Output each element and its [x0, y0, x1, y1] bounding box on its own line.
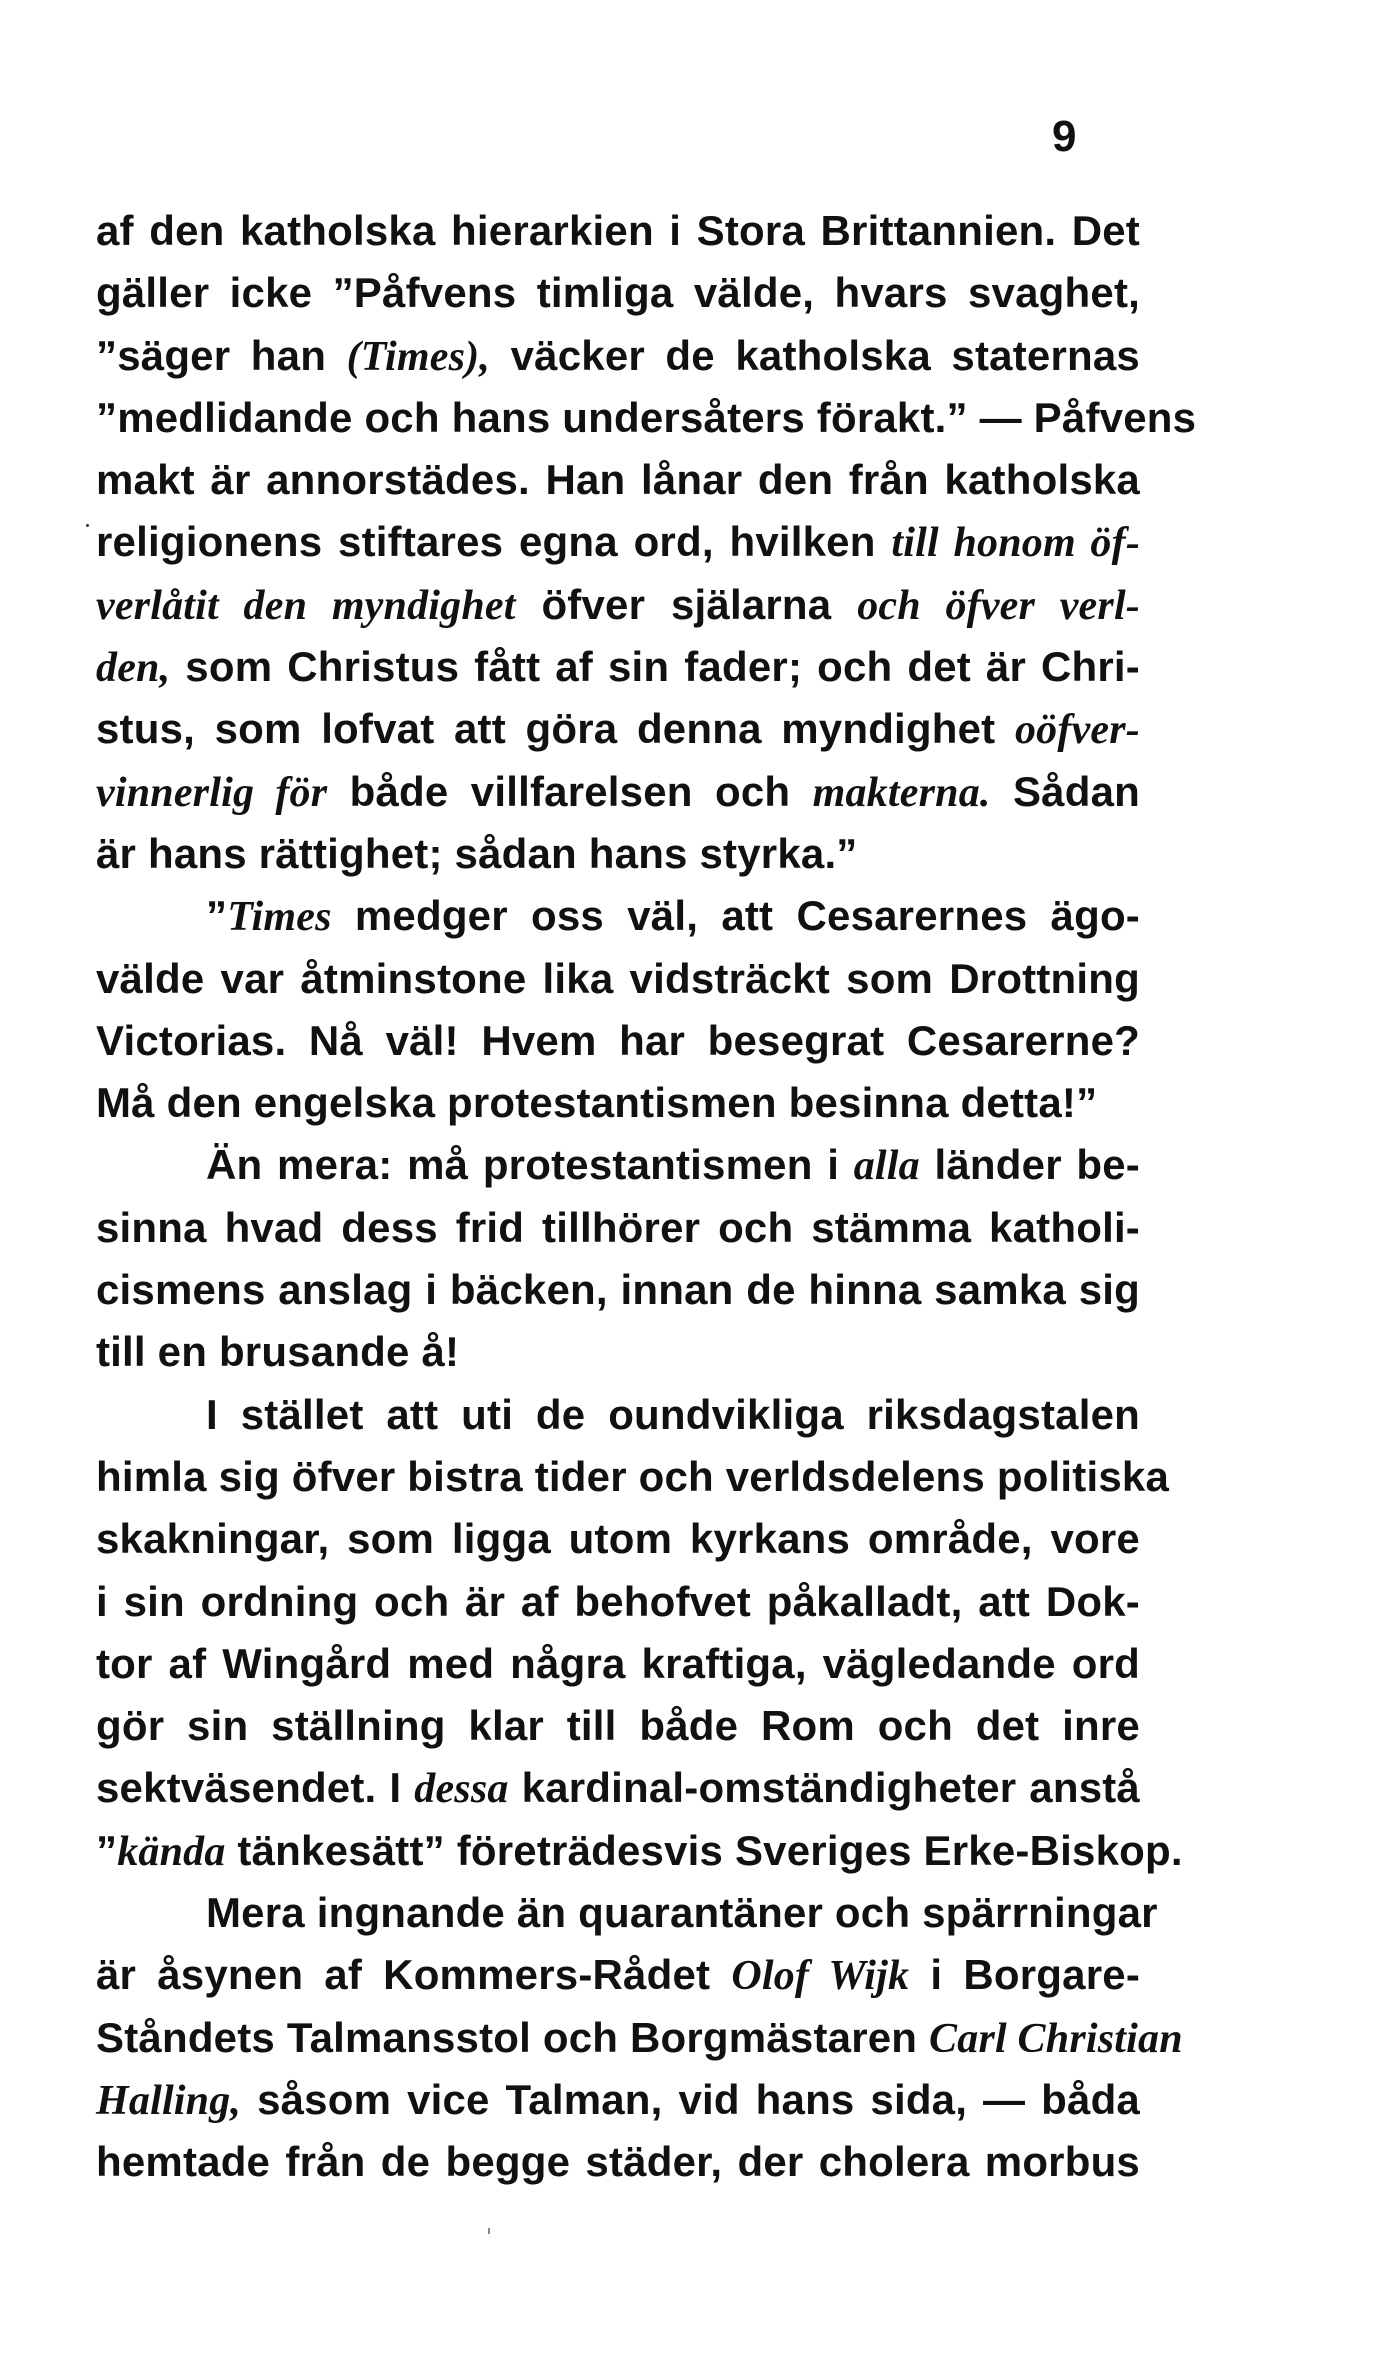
text-line — [96, 387, 1197, 449]
italic-text: vinnerlig för — [96, 769, 328, 816]
italic-text: Carl Christian — [929, 2015, 1183, 2062]
text-segment: sinna hvad dess frid tillhörer och stämma katholi- — [96, 1203, 1140, 1251]
text-line — [96, 511, 1140, 573]
text-segment: af den katholska hierarkien i Stora Brittannien. Det — [96, 207, 1140, 254]
text-line — [96, 1882, 1158, 1944]
italic-text: dessa — [414, 1766, 509, 1813]
text-segment: Sådan — [990, 767, 1140, 815]
text-line — [96, 1571, 1140, 1633]
text-line — [96, 2069, 1140, 2131]
text-segment: Må den engelska protestantismen besinna detta!” — [96, 1079, 1098, 1127]
italic-text: Olof Wijk — [731, 1953, 910, 2000]
text-line — [96, 885, 1140, 947]
text-segment: öfver själarna — [515, 580, 858, 628]
text-segment: Victorias. Nå väl! Hvem har besegrat Cesarerne? — [96, 1016, 1140, 1064]
text-segment: länder be- — [919, 1141, 1140, 1189]
text-line — [96, 325, 1140, 387]
text-line — [96, 1695, 1140, 1757]
text-segment: både villfarelsen och — [327, 767, 813, 815]
text-segment: i Borgare- — [909, 1951, 1141, 1999]
text-segment: Än mera: må protestantismen i — [206, 1141, 854, 1189]
italic-text: makterna. — [812, 769, 991, 816]
margin-speck — [86, 524, 89, 527]
text-line — [96, 761, 1140, 823]
text-segment: skakningar, som ligga utom kyrkans område, vore — [96, 1515, 1140, 1563]
italic-text: den, — [96, 645, 171, 692]
italic-text: verlåtit den myndighet — [96, 582, 516, 629]
italic-text: och öfver verl- — [857, 582, 1140, 629]
text-line — [96, 1259, 1140, 1321]
text-line — [96, 1010, 1140, 1072]
text-line — [96, 1321, 1140, 1383]
text-segment: religionens stiftares egna ord, hvilken — [96, 518, 892, 566]
page-number: 9 — [1052, 112, 1077, 161]
text-line — [96, 2131, 1140, 2193]
text-segment: till en brusande å! — [96, 1328, 460, 1376]
text-segment: sektväsendet. I — [96, 1764, 415, 1812]
text-line — [96, 1134, 1140, 1196]
italic-text: alla — [853, 1143, 920, 1190]
text-segment: ” — [96, 1826, 118, 1874]
text-line — [96, 200, 1140, 262]
text-line — [96, 1446, 1169, 1508]
text-line — [96, 1197, 1140, 1259]
text-line — [96, 1072, 1140, 1134]
text-segment: gäller icke ”Påfvens timliga välde, hvars svaghet, — [96, 269, 1140, 317]
italic-text: till honom öf- — [891, 520, 1141, 567]
text-segment: medger oss väl, att Cesarernes ägo- — [331, 892, 1140, 940]
text-segment: är hans rättighet; sådan hans styrka.” — [96, 829, 858, 877]
text-line — [96, 2007, 1183, 2069]
paper-speck — [488, 2228, 490, 2234]
text-segment: väcker de katholska staternas — [490, 331, 1140, 379]
text-segment: stus, som lofvat att göra denna myndighet — [96, 705, 1015, 753]
text-line — [96, 1944, 1140, 2006]
text-segment: makt är annorstädes. Han lånar den från katholska — [96, 456, 1140, 504]
text-line — [96, 1633, 1140, 1695]
italic-text: oöfver- — [1014, 707, 1140, 754]
text-line — [96, 262, 1140, 324]
text-segment: tor af Wingård med några kraftiga, vägledande ord — [96, 1639, 1140, 1687]
text-segment: som Christus fått af sin fader; och det är Chri- — [170, 643, 1140, 691]
italic-text: Halling, — [96, 2077, 242, 2124]
text-line — [96, 636, 1140, 698]
italic-text: (Times), — [346, 333, 491, 380]
text-line — [96, 1508, 1140, 1570]
text-segment: I stället att uti de oundvikliga riksdagstalen — [206, 1390, 1140, 1438]
text-line — [96, 449, 1140, 511]
text-segment: är åsynen af Kommers-Rådet — [96, 1951, 732, 1999]
text-segment: Ståndets Talmansstol och Borgmästaren — [96, 2013, 930, 2061]
text-line — [96, 1820, 1183, 1882]
text-segment: såsom vice Talman, vid hans sida, — båda — [241, 2075, 1140, 2123]
text-segment: kardinal-omständigheter anstå — [508, 1764, 1140, 1812]
text-segment: välde var åtminstone lika vidsträckt som Drottning — [96, 954, 1140, 1002]
text-segment: Mera ingnande än quarantäner och spärrningar — [206, 1889, 1158, 1937]
text-segment: tänkesätt” företrädesvis Sveriges Erke-Biskop. — [225, 1826, 1183, 1874]
text-line — [96, 823, 1140, 885]
body-text — [96, 200, 1197, 2194]
text-line — [96, 574, 1140, 636]
text-line — [96, 1757, 1140, 1819]
text-line — [96, 1384, 1140, 1446]
italic-text: kända — [117, 1828, 226, 1875]
text-segment: ”säger han — [96, 331, 347, 379]
text-segment: i sin ordning och är af behofvet påkalladt, att Dok- — [96, 1577, 1140, 1625]
text-segment: ”medlidande och hans undersåters förakt.” — Påfvens — [96, 393, 1197, 441]
text-segment: gör sin ställning klar till både Rom och det inre — [96, 1702, 1140, 1750]
text-segment: himla sig öfver bistra tider och verldsdelens politiska — [96, 1452, 1169, 1500]
text-segment: hemtade från de begge städer, der cholera morbus — [96, 2138, 1140, 2186]
text-segment: cismens anslag i bäcken, innan de hinna samka sig — [96, 1266, 1140, 1314]
italic-text: Times — [227, 894, 332, 941]
text-segment: ” — [206, 892, 228, 940]
text-line — [96, 698, 1140, 760]
text-line — [96, 948, 1140, 1010]
